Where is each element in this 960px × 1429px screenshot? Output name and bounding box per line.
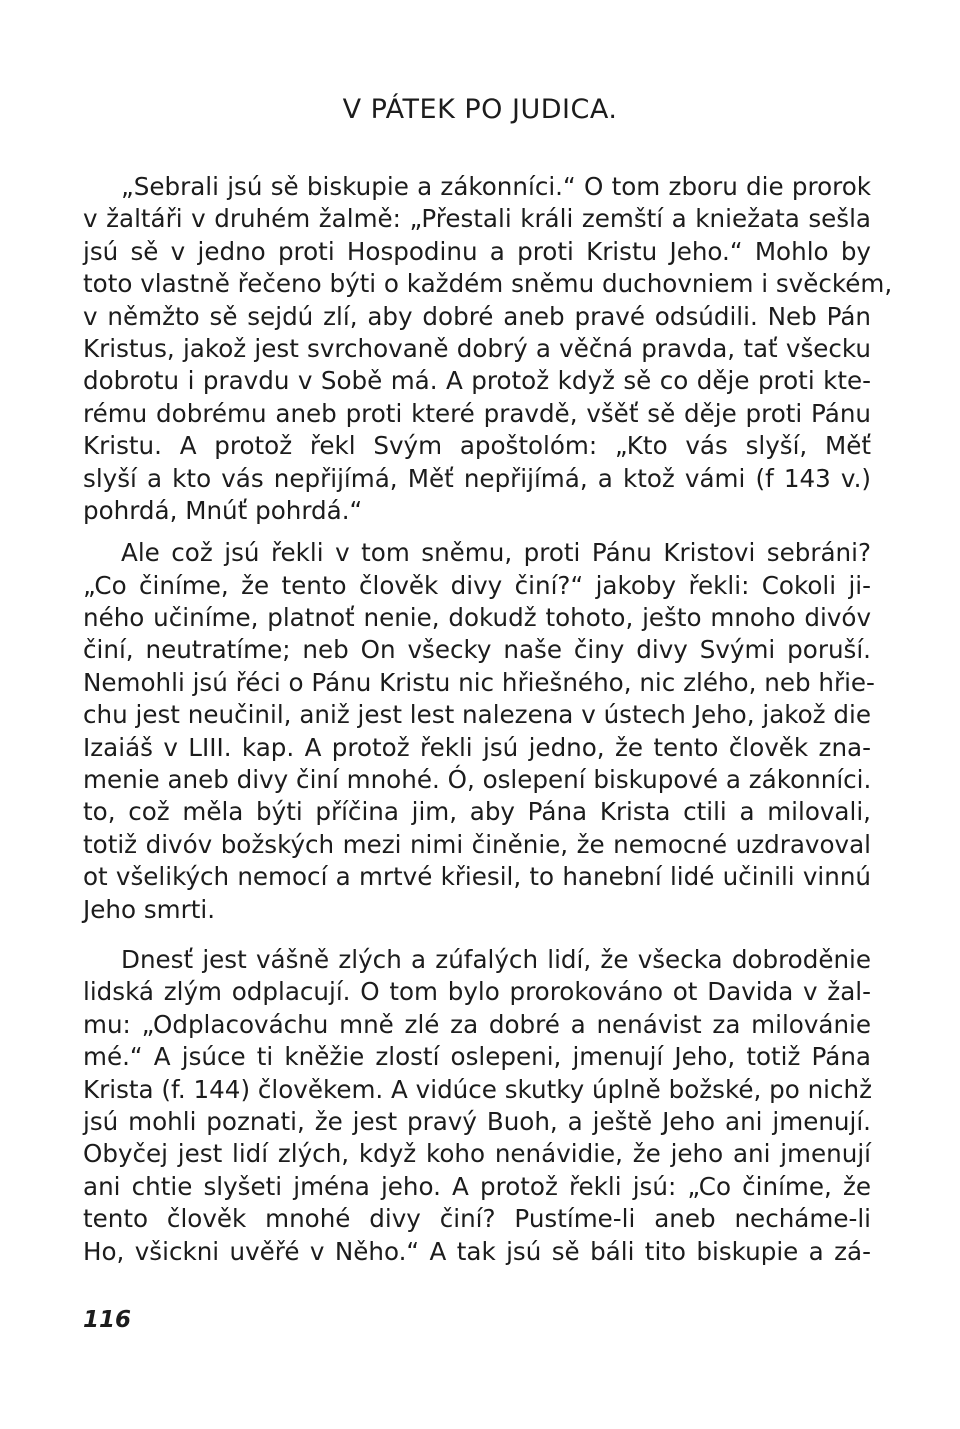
text-line: tento člověk mnohé divy činí? Pustíme-li aneb necháme-li: [83, 1204, 871, 1234]
text-line: Dnesť jest vášně zlých a zúfalých lidí, že všecka dobroděnie: [121, 944, 871, 974]
text-line: ného učiníme, platnoť nenie, dokudž tohoto, ješto mnoho divóv: [83, 603, 871, 633]
text-line: dobrotu i pravdu v Sobě má. A protož když sě co děje proti kte-: [83, 366, 871, 396]
text-line: Krista (f. 144) člověkem. A vidúce skutky úplně božské, po nichž: [83, 1074, 873, 1104]
text-line: Izaiáš v LIII. kap. A protož řekli jsú jedno, že tento člověk zna-: [83, 732, 871, 762]
paragraph-1: [83, 171, 893, 527]
text-line: pohrdá, Mnúť pohrdá.“: [83, 495, 363, 525]
text-line: Ale což jsú řekli v tom sněmu, proti Pánu Kristovi sebráni?: [121, 538, 871, 568]
page-number: 116: [83, 1307, 132, 1333]
text-line: v žaltáři v druhém žalmě: „Přestali králi zemští a kniežata sešla: [83, 204, 871, 234]
text-line: jsú mohli poznati, že jest pravý Buoh, a ještě Jeho ani jmenují.: [83, 1106, 871, 1136]
text-line: jsú sě v jedno proti Hospodinu a proti Kristu Jeho.“ Mohlo by: [83, 236, 871, 266]
paragraph-3: [83, 944, 871, 1268]
text-line: chu jest neučinil, aniž jest lest nalezena v ústech Jeho, jakož die: [83, 700, 871, 730]
text-line: činí, neutratíme; neb On všecky naše činy divy Svými poruší.: [83, 635, 871, 665]
text-line: menie aneb divy činí mnohé. Ó, oslepení biskupové a zákonníci.: [83, 765, 872, 795]
text-line: ani chtie slyšeti jména jeho. A protož řekli jsú: „Co činíme, že: [83, 1171, 871, 1201]
text-line: totiž divóv božských mezi nimi činěnie, že nemocné uzdravoval: [83, 829, 871, 859]
text-body: [83, 171, 893, 1268]
text-line: lidská zlým odplacují. O tom bylo prorokováno ot Davida v žal-: [83, 977, 871, 1007]
text-line: Ho, všickni uvěřé v Něho.“ A tak jsú sě báli tito biskupie a zá-: [83, 1236, 871, 1266]
text-line: Nemohli jsú řéci o Pánu Kristu nic hřiešného, nic zlého, neb hřie-: [83, 667, 875, 697]
chapter-title: V PÁTEK PO JUDICA.: [342, 94, 618, 125]
text-line: v němžto sě sejdú zlí, aby dobré aneb pravé odsúdili. Neb Pán: [83, 301, 871, 331]
text-line: toto vlastně řečeno býti o každém sněmu duchovniem i svěckém,: [83, 269, 893, 299]
text-line: „Sebrali jsú sě biskupie a zákonníci.“ O tom zboru die prorok: [121, 172, 871, 201]
text-line: mu: „Odplacováchu mně zlé za dobré a nenávist za milovánie: [83, 1009, 871, 1039]
text-line: rému dobrému aneb proti které pravdě, všěť sě děje proti Pánu: [83, 398, 871, 428]
text-line: Kristus, jakož jest svrchovaně dobrý a věčná pravda, tať všecku: [83, 333, 871, 363]
text-line: Obyčej jest lidí zlých, když koho nenávidie, že jeho ani jmenují: [83, 1139, 871, 1169]
text-line: to, což měla býti příčina jim, aby Pána Krista ctili a milovali,: [83, 797, 871, 827]
text-line: Jeho smrti.: [83, 894, 216, 924]
text-line: slyší a kto vás nepřijímá, Měť nepřijímá, a ktož vámi (f 143 v.): [83, 463, 871, 493]
text-line: Kristu. A protož řekl Svým apoštolóm: „Kto vás slyší, Měť: [83, 431, 871, 461]
text-line: „Co činíme, že tento člověk divy činí?“ jakoby řekli: Cokoli ji-: [83, 570, 871, 600]
paragraph-2: [83, 537, 875, 926]
text-line: ot všelikých nemocí a mrtvé křiesil, to hanební lidé učinili vinnú: [83, 862, 871, 892]
text-line: mé.“ A jsúce ti kněžie zlostí oslepeni, jmenují Jeho, totiž Pána: [83, 1042, 871, 1072]
